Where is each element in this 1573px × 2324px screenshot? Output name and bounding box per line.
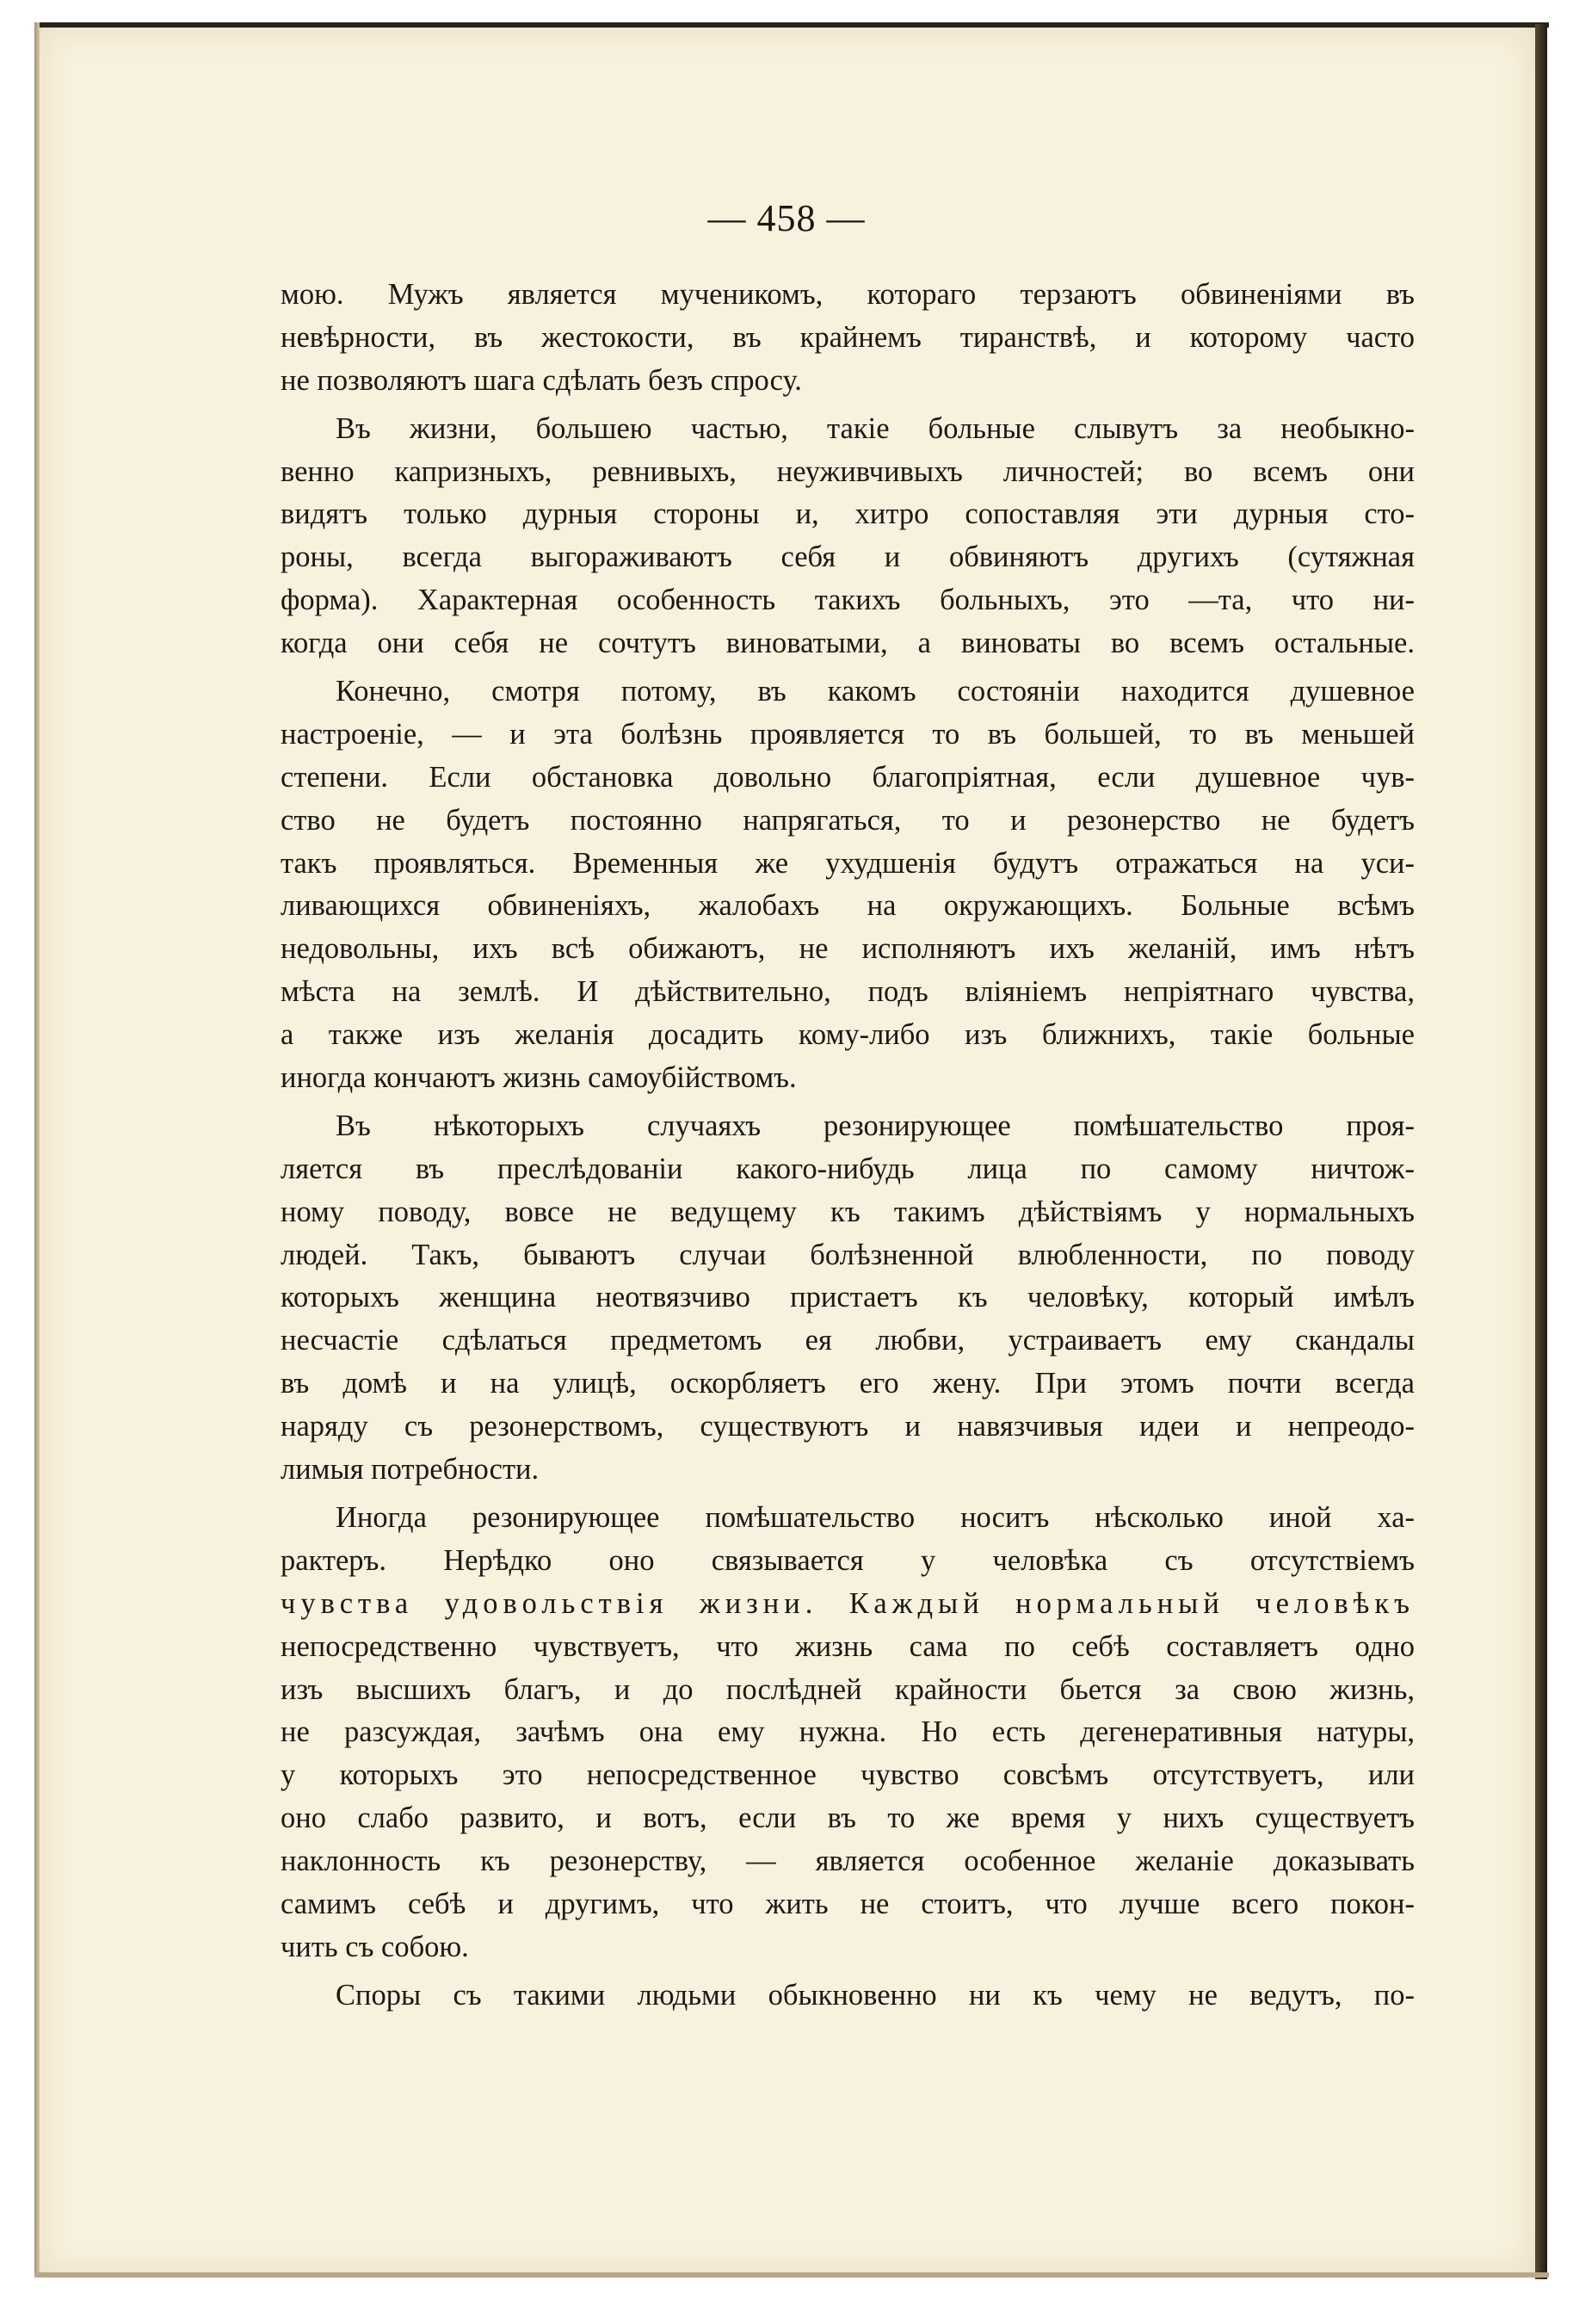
- text-line: ство не будетъ постоянно напрягаться, то и резонерство не будетъ: [281, 803, 1415, 837]
- text-line: Въ жизни, большею частью, такiе больные слывутъ за необыкно-: [336, 411, 1415, 445]
- text-line: ляется въ преслѣдованiи какого-нибудь лица по самому ничтож-: [281, 1152, 1415, 1185]
- text-line: оно слабо развито, и вотъ, если въ то же время у нихъ существуетъ: [281, 1802, 1415, 1835]
- text-line: мѣста на землѣ. И дѣйствительно, подъ влiянiемъ непрiятнаго чувства,: [281, 975, 1415, 1009]
- text-line: чить съ собою.: [281, 1930, 469, 1963]
- page-right-edge: [1535, 24, 1547, 2279]
- page-number: — 458 —: [707, 197, 866, 239]
- text-line: степени. Если обстановка довольно благопрiятная, если душевное чув-: [281, 760, 1415, 794]
- text-line: венно капризныхъ, ревнивыхъ, неуживчивыхъ личностей; во всемъ они: [281, 454, 1415, 488]
- text-line: лимыя потребности.: [281, 1453, 540, 1486]
- text-line: ливающихся обвиненiяхъ, жалобахъ на окружающихъ. Больные всѣмъ: [281, 889, 1415, 923]
- text-line: когда они себя не сочтутъ виноватыми, а виноваты во всемъ остальные.: [281, 627, 1415, 660]
- text-line: наряду съ резонерствомъ, существуютъ и навязчивыя идеи и непреодо-: [281, 1410, 1415, 1443]
- page-left-edge: [34, 22, 40, 2278]
- text-line: у которыхъ это непосредственное чувство совсѣмъ отсутствуетъ, или: [281, 1758, 1415, 1792]
- text-line: не разсуждая, зачѣмъ она ему нужна. Но есть дегенеративныя натуры,: [281, 1715, 1415, 1749]
- text-line: роны, всегда выгораживаютъ себя и обвиняютъ другихъ (сутяжная: [281, 541, 1415, 574]
- paragraph: [281, 1975, 1415, 2018]
- text-line: Иногда резонирующее помѣшательство носитъ нѣсколько иной ха-: [336, 1500, 1415, 1534]
- paragraph: [281, 274, 1415, 403]
- text-line: Споры съ такими людьми обыкновенно ни къ чему не ведутъ, по-: [336, 1978, 1415, 2012]
- text-line: такъ проявляться. Временныя же ухудшенiя будутъ отражаться на уси-: [281, 846, 1415, 880]
- text-line: видятъ только дурныя стороны и, хитро сопоставляя эти дурныя сто-: [281, 498, 1415, 531]
- page-bottom-edge: [34, 2272, 1549, 2278]
- text-line: Въ нѣкоторыхъ случаяхъ резонирующее помѣшательство проя-: [336, 1109, 1415, 1142]
- text-line: рактеръ. Нерѣдко оно связывается у человѣка съ отсутствiемъ: [281, 1543, 1415, 1577]
- text-line: изъ высшихъ благъ, и до послѣдней крайности бьется за свою жизнь,: [281, 1672, 1415, 1706]
- text-line: наклонность къ резонерству, — является особенное желанiе доказывать: [281, 1845, 1415, 1878]
- text-line: недовольны, ихъ всѣ обижаютъ, не исполняютъ ихъ желанiй, имъ нѣтъ: [281, 932, 1415, 966]
- text-line: несчастiе сдѣлаться предметомъ ея любви, устраиваетъ ему скандалы: [281, 1324, 1415, 1357]
- paragraph: [281, 1105, 1415, 1492]
- text-line: людей. Такъ, бываютъ случаи болѣзненной влюбленности, по поводу: [281, 1238, 1415, 1271]
- text-line: непосредственно чувствуетъ, что жизнь сама по себѣ составляетъ одно: [281, 1629, 1415, 1663]
- text-line: Конечно, смотря потому, въ какомъ состоянiи находится душевное: [336, 675, 1415, 708]
- paragraph: [281, 408, 1415, 665]
- text-line: форма). Характерная особенность такихъ больныхъ, это —та, что ни-: [281, 584, 1415, 617]
- text-line: ному поводу, вовсе не ведущему къ такимъ дѣйствiямъ у нормальныхъ: [281, 1195, 1415, 1228]
- text-line: невѣрности, въ жестокости, въ крайнемъ тиранствѣ, и которому часто: [281, 320, 1415, 354]
- body-text: [281, 274, 1415, 2023]
- text-line: въ домѣ и на улицѣ, оскорбляетъ его жену. При этомъ почти всегда: [281, 1367, 1415, 1400]
- paragraph: [281, 1497, 1415, 1969]
- text-line: иногда кончаютъ жизнь самоубiйствомъ.: [281, 1061, 797, 1095]
- paragraph: [281, 671, 1415, 1100]
- text-line: мою. Мужъ является мученикомъ, котораго терзаютъ обвиненiями въ: [281, 278, 1415, 311]
- text-line: не позволяютъ шага сдѣлать безъ спросу.: [281, 363, 802, 397]
- page-top-edge: [34, 22, 1549, 28]
- text-line: настроенiе, — и эта болѣзнь проявляется то въ большей, то въ меньшей: [281, 717, 1415, 751]
- text-line: а также изъ желанiя досадить кому-либо изъ ближнихъ, такiе больные: [281, 1018, 1415, 1052]
- text-line: которыхъ женщина неотвязчиво пристаетъ къ человѣку, который имѣлъ: [281, 1281, 1415, 1314]
- text-line: чувства удовольствiя жизни. Каждый нормальный человѣкъ: [281, 1586, 1415, 1620]
- text-line: самимъ себѣ и другимъ, что жить не стоитъ, что лучше всего покон-: [281, 1887, 1415, 1920]
